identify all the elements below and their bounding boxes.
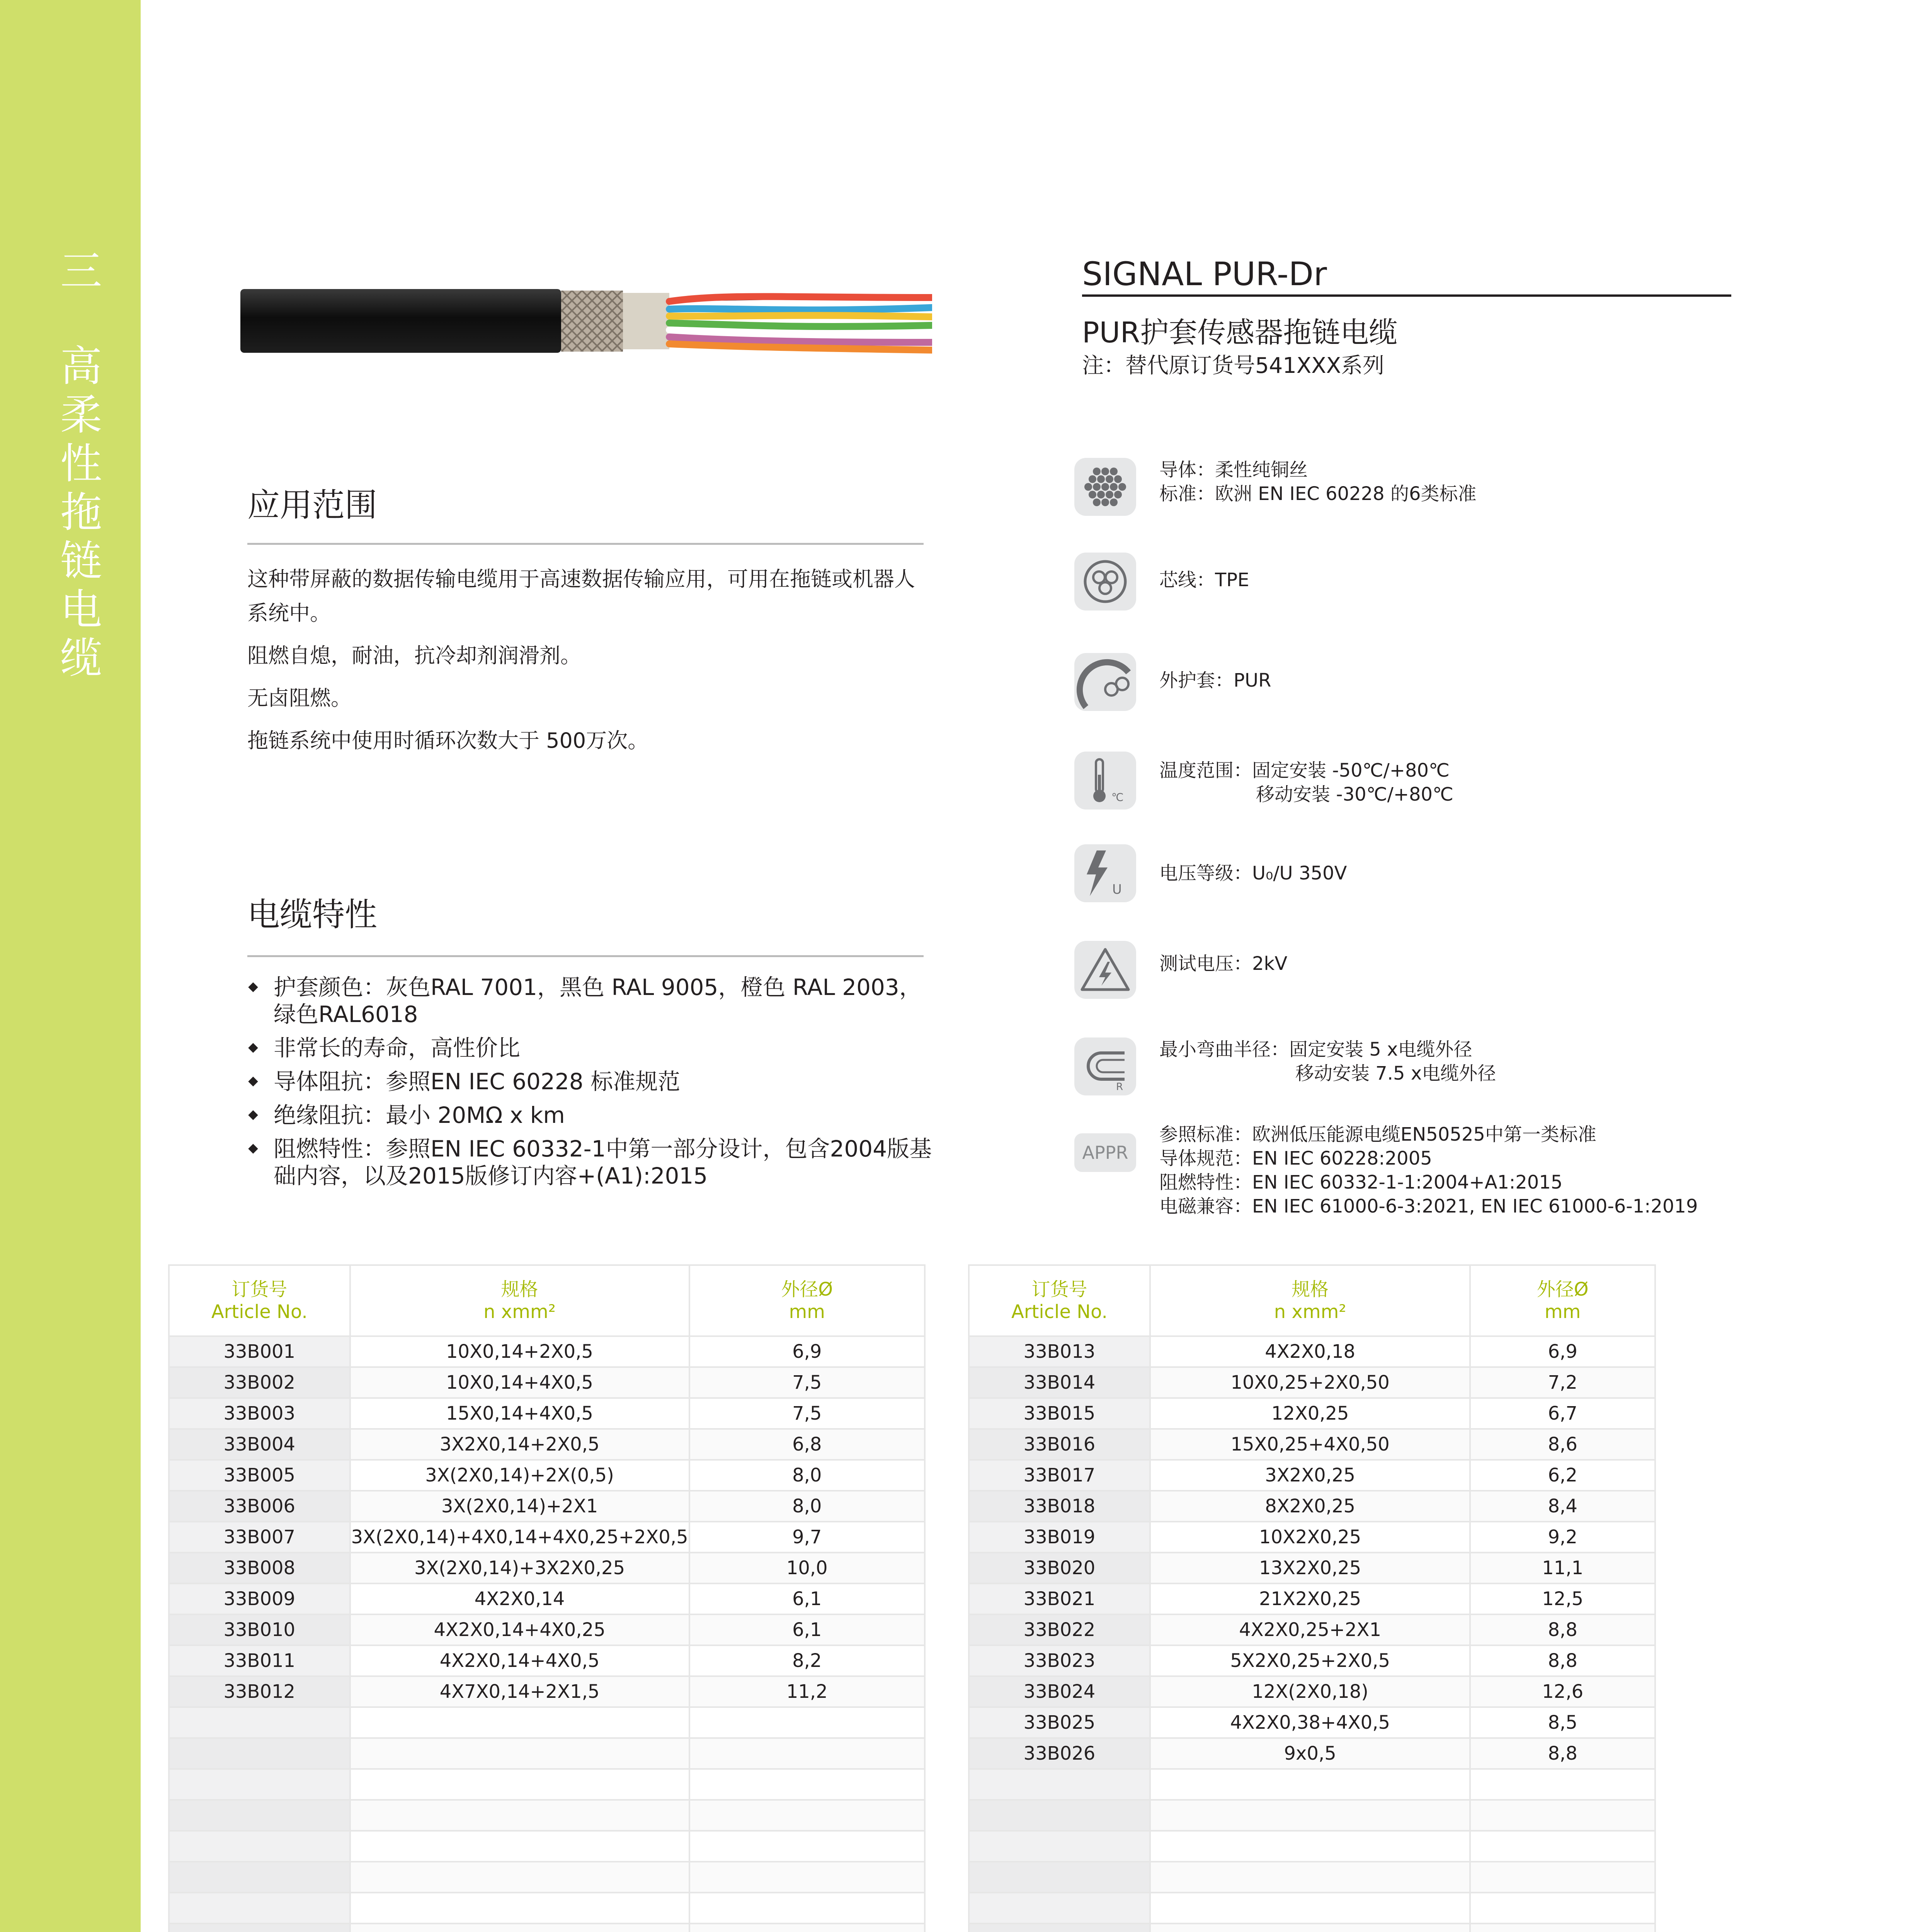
table-row — [969, 1893, 1655, 1923]
table-row — [969, 1553, 1655, 1583]
table-row — [169, 1336, 925, 1367]
spec-test-voltage — [1074, 941, 1886, 1018]
cell-article-no — [169, 1862, 350, 1893]
table-row — [169, 1707, 925, 1738]
cell-article-no: 33B009 — [169, 1583, 350, 1614]
spec-line: 外护套：PUR — [1159, 670, 1271, 691]
cell-article-no: 33B006 — [169, 1491, 350, 1522]
cell-article-no — [969, 1862, 1150, 1893]
table-row — [169, 1553, 925, 1583]
cell-diameter: 11,2 — [689, 1676, 925, 1707]
cell-article-no: 33B019 — [969, 1522, 1150, 1553]
table-row — [969, 1614, 1655, 1645]
svg-text:U: U — [1112, 882, 1122, 897]
table-row — [969, 1367, 1655, 1398]
spec-approvals-text — [1159, 1122, 1698, 1218]
spec-voltage — [1074, 844, 1886, 922]
cell-spec — [350, 1893, 689, 1923]
conductor-strands-icon — [1074, 458, 1136, 516]
spec-test-voltage-text — [1159, 952, 1287, 976]
article-table-right — [968, 1264, 1656, 1932]
table-row — [969, 1800, 1655, 1831]
table-row — [169, 1738, 925, 1769]
cell-diameter: 8,0 — [689, 1460, 925, 1491]
cell-diameter — [689, 1862, 925, 1893]
section-number: 三 — [60, 247, 102, 296]
spec-line: 测试电压：2kV — [1159, 953, 1288, 975]
cell-article-no: 33B010 — [169, 1614, 350, 1645]
cell-diameter — [689, 1738, 925, 1769]
cell-spec — [1150, 1831, 1470, 1862]
header-diameter: 外径Ø mm — [1470, 1265, 1655, 1336]
cell-spec: 4X2X0,25+2X1 — [1150, 1614, 1470, 1645]
cell-article-no: 33B021 — [969, 1583, 1150, 1614]
spec-conductor-text — [1159, 458, 1477, 506]
product-subtitle: PUR护套传感器拖链电缆 — [1082, 316, 1398, 349]
cell-diameter: 7,5 — [689, 1398, 925, 1429]
table-row — [169, 1614, 925, 1645]
cell-diameter: 8,8 — [1470, 1645, 1655, 1676]
table-row — [969, 1336, 1655, 1367]
cell-article-no: 33B025 — [969, 1707, 1150, 1738]
cell-spec — [350, 1800, 689, 1831]
table-row — [169, 1398, 925, 1429]
cell-article-no: 33B020 — [969, 1553, 1150, 1583]
section-title — [58, 247, 104, 683]
cell-spec — [350, 1769, 689, 1800]
section-char: 柔 — [60, 391, 102, 439]
cell-article-no — [169, 1738, 350, 1769]
cell-article-no: 33B014 — [969, 1367, 1150, 1398]
header-diameter: 外径Ø mm — [689, 1265, 925, 1336]
cell-article-no: 33B016 — [969, 1429, 1150, 1460]
cell-article-no: 33B001 — [169, 1336, 350, 1367]
cell-spec: 4X2X0,14+4X0,5 — [350, 1645, 689, 1676]
cell-article-no: 33B018 — [969, 1491, 1150, 1522]
header-spec: 规格 n xmm² — [350, 1265, 689, 1336]
spec-line: 标准：欧洲 EN IEC 60228 的6类标准 — [1159, 483, 1477, 505]
cell-article-no — [169, 1831, 350, 1862]
cell-article-no: 33B004 — [169, 1429, 350, 1460]
cell-diameter: 6,8 — [689, 1429, 925, 1460]
cell-article-no: 33B017 — [969, 1460, 1150, 1491]
cell-article-no: 33B012 — [169, 1676, 350, 1707]
section-char: 高 — [60, 342, 102, 391]
spec-temperature-text — [1159, 759, 1453, 806]
section-char: 缆 — [60, 634, 102, 683]
spec-core — [1074, 553, 1886, 630]
cell-diameter: 8,0 — [689, 1491, 925, 1522]
application-rule — [247, 543, 924, 545]
bending-radius-icon — [1074, 1037, 1136, 1095]
spec-line: 温度范围：固定安装 -50℃/+80℃ — [1159, 760, 1450, 781]
cell-diameter — [689, 1707, 925, 1738]
list-item: 绝缘阻抗：最小 20MΩ x km — [247, 1102, 935, 1129]
application-paragraph: 拖链系统中使用时循环次数大于 500万次。 — [247, 728, 649, 753]
cell-diameter: 8,8 — [1470, 1614, 1655, 1645]
table-row — [169, 1676, 925, 1707]
list-item: 导体阻抗：参照EN IEC 60228 标准规范 — [247, 1068, 935, 1095]
cell-diameter: 6,7 — [1470, 1398, 1655, 1429]
cell-diameter: 8,2 — [689, 1645, 925, 1676]
cell-diameter — [1470, 1769, 1655, 1800]
cell-spec — [350, 1862, 689, 1893]
cell-spec: 15X0,14+4X0,5 — [350, 1398, 689, 1429]
cell-diameter — [689, 1831, 925, 1862]
table-row — [169, 1460, 925, 1491]
cell-spec — [1150, 1800, 1470, 1831]
spec-voltage-text — [1159, 861, 1347, 885]
title-rule — [1082, 294, 1731, 297]
table-row — [969, 1522, 1655, 1553]
properties-heading: 电缆特性 — [247, 896, 378, 934]
cell-article-no — [169, 1707, 350, 1738]
table-row — [169, 1893, 925, 1923]
table-header-row — [969, 1265, 1655, 1336]
spec-jacket — [1074, 653, 1886, 730]
list-item: 阻燃特性：参照EN IEC 60332-1中第一部分设计，包含2004版基础内容，以及2015版修订内容+(A1):2015 — [247, 1135, 935, 1189]
cell-article-no: 33B003 — [169, 1398, 350, 1429]
cell-diameter: 9,2 — [1470, 1522, 1655, 1553]
table-row — [169, 1923, 925, 1932]
cell-diameter: 6,9 — [1470, 1336, 1655, 1367]
test-voltage-warning-icon — [1074, 941, 1136, 999]
cell-diameter: 9,7 — [689, 1522, 925, 1553]
cell-spec: 10X2X0,25 — [1150, 1522, 1470, 1553]
cell-spec: 3X2X0,25 — [1150, 1460, 1470, 1491]
spec-line: 移动安装 -30℃/+80℃ — [1256, 784, 1453, 805]
properties-list — [247, 974, 935, 1196]
spec-temperature — [1074, 752, 1886, 829]
table-row — [969, 1491, 1655, 1522]
cell-diameter: 11,1 — [1470, 1553, 1655, 1583]
cell-article-no: 33B023 — [969, 1645, 1150, 1676]
cell-article-no — [969, 1893, 1150, 1923]
table-row — [969, 1831, 1655, 1862]
application-paragraph: 无卤阻燃。 — [247, 686, 352, 710]
application-paragraph: 这种带屏蔽的数据传输电缆用于高速数据传输应用，可用在拖链或机器人系统中。 — [247, 567, 915, 625]
header-spec: 规格 n xmm² — [1150, 1265, 1470, 1336]
cell-article-no — [169, 1800, 350, 1831]
spec-jacket-text — [1159, 668, 1271, 692]
cell-spec: 8X2X0,25 — [1150, 1491, 1470, 1522]
cell-article-no — [969, 1769, 1150, 1800]
spec-line: 芯线：TPE — [1159, 569, 1249, 591]
spec-line: 导体规范：EN IEC 60228:2005 — [1159, 1148, 1432, 1169]
cell-diameter — [1470, 1923, 1655, 1932]
cell-spec: 4X2X0,14+4X0,25 — [350, 1614, 689, 1645]
table-row — [969, 1460, 1655, 1491]
cell-article-no: 33B008 — [169, 1553, 350, 1583]
cell-diameter: 12,6 — [1470, 1676, 1655, 1707]
cell-spec: 3X(2X0,14)+2X1 — [350, 1491, 689, 1522]
cell-spec — [1150, 1862, 1470, 1893]
cell-spec: 3X2X0,14+2X0,5 — [350, 1429, 689, 1460]
cell-article-no: 33B011 — [169, 1645, 350, 1676]
svg-text:℃: ℃ — [1111, 791, 1124, 804]
cell-article-no — [169, 1923, 350, 1932]
cell-spec: 10X0,25+2X0,50 — [1150, 1367, 1470, 1398]
cell-diameter — [689, 1769, 925, 1800]
application-text — [247, 562, 927, 766]
cell-spec: 4X2X0,18 — [1150, 1336, 1470, 1367]
thermometer-icon — [1074, 752, 1136, 810]
product-title: SIGNAL PUR-Dr — [1082, 255, 1327, 293]
table-row — [969, 1583, 1655, 1614]
cell-spec: 3X(2X0,14)+2X(0,5) — [350, 1460, 689, 1491]
cell-article-no: 33B024 — [969, 1676, 1150, 1707]
cell-article-no: 33B007 — [169, 1522, 350, 1553]
cell-spec — [350, 1707, 689, 1738]
table-row — [969, 1738, 1655, 1769]
table-row — [969, 1645, 1655, 1676]
table-row — [969, 1398, 1655, 1429]
table-row — [169, 1491, 925, 1522]
svg-text:R: R — [1116, 1081, 1123, 1093]
cell-spec: 10X0,14+2X0,5 — [350, 1336, 689, 1367]
cell-article-no — [969, 1831, 1150, 1862]
cell-article-no: 33B002 — [169, 1367, 350, 1398]
spec-line: 电磁兼容：EN IEC 61000-6-3:2021, EN IEC 61000-6-1:2019 — [1159, 1196, 1698, 1217]
table-row — [969, 1769, 1655, 1800]
cell-article-no: 33B005 — [169, 1460, 350, 1491]
header-article-no: 订货号 Article No. — [169, 1265, 350, 1336]
approvals-badge-icon: APPR — [1074, 1133, 1136, 1172]
header-article-no: 订货号 Article No. — [969, 1265, 1150, 1336]
section-char: 电 — [60, 586, 102, 634]
cell-diameter — [1470, 1862, 1655, 1893]
cell-spec: 13X2X0,25 — [1150, 1553, 1470, 1583]
table-row — [169, 1831, 925, 1862]
article-table-left — [168, 1264, 926, 1932]
sidebar — [0, 0, 141, 1932]
section-char: 拖 — [60, 488, 102, 537]
outer-jacket-icon — [1074, 653, 1136, 711]
properties-rule — [247, 955, 924, 957]
cell-diameter: 6,2 — [1470, 1460, 1655, 1491]
cell-article-no — [169, 1893, 350, 1923]
section-char: 链 — [60, 537, 102, 585]
cell-spec — [350, 1831, 689, 1862]
cell-diameter: 8,8 — [1470, 1738, 1655, 1769]
cell-spec: 4X7X0,14+2X1,5 — [350, 1676, 689, 1707]
cell-diameter: 7,5 — [689, 1367, 925, 1398]
cell-spec — [1150, 1923, 1470, 1932]
cell-diameter: 10,0 — [689, 1553, 925, 1583]
application-paragraph: 阻燃自熄，耐油，抗冷却剂润滑剂。 — [247, 643, 581, 668]
cell-spec — [1150, 1893, 1470, 1923]
cell-spec: 10X0,14+4X0,5 — [350, 1367, 689, 1398]
cell-spec: 12X(2X0,18) — [1150, 1676, 1470, 1707]
list-item: 护套颜色：灰色RAL 7001，黑色 RAL 9005，橙色 RAL 2003，绿色RAL6018 — [247, 974, 935, 1028]
cell-spec: 12X0,25 — [1150, 1398, 1470, 1429]
cell-spec: 21X2X0,25 — [1150, 1583, 1470, 1614]
spec-core-text — [1159, 568, 1249, 592]
table-row — [169, 1769, 925, 1800]
cell-diameter: 12,5 — [1470, 1583, 1655, 1614]
table-row — [969, 1676, 1655, 1707]
cell-spec: 5X2X0,25+2X0,5 — [1150, 1645, 1470, 1676]
spec-line: 导体：柔性纯铜丝 — [1159, 459, 1308, 481]
cell-article-no — [169, 1769, 350, 1800]
cell-diameter — [1470, 1893, 1655, 1923]
cell-spec: 4X2X0,38+4X0,5 — [1150, 1707, 1470, 1738]
core-insulation-icon — [1074, 553, 1136, 611]
table-row — [169, 1645, 925, 1676]
cell-spec: 15X0,25+4X0,50 — [1150, 1429, 1470, 1460]
table-row — [169, 1429, 925, 1460]
cell-diameter: 6,1 — [689, 1614, 925, 1645]
cell-spec: 3X(2X0,14)+4X0,14+4X0,25+2X0,5 — [350, 1522, 689, 1553]
list-item: 非常长的寿命，高性价比 — [247, 1034, 935, 1061]
table-row — [169, 1583, 925, 1614]
table-row — [969, 1862, 1655, 1893]
table-row — [969, 1429, 1655, 1460]
cell-spec: 4X2X0,14 — [350, 1583, 689, 1614]
table-header-row — [169, 1265, 925, 1336]
cell-diameter — [1470, 1831, 1655, 1862]
cell-diameter: 8,5 — [1470, 1707, 1655, 1738]
cell-article-no — [969, 1800, 1150, 1831]
cell-article-no: 33B026 — [969, 1738, 1150, 1769]
cell-article-no: 33B013 — [969, 1336, 1150, 1367]
section-char: 性 — [60, 440, 102, 488]
cell-spec — [1150, 1769, 1470, 1800]
spec-line: 电压等级：U₀/U 350V — [1159, 862, 1347, 884]
cell-diameter — [1470, 1800, 1655, 1831]
spec-conductor — [1074, 458, 1886, 535]
spec-line: 参照标准：欧洲低压能源电缆EN50525中第一类标准 — [1159, 1124, 1596, 1145]
cell-diameter: 6,1 — [689, 1583, 925, 1614]
table-row — [969, 1923, 1655, 1932]
spec-line: 最小弯曲半径：固定安装 5 x电缆外径 — [1159, 1039, 1472, 1060]
cell-diameter: 7,2 — [1470, 1367, 1655, 1398]
product-note: 注：替代原订货号541XXX系列 — [1082, 353, 1384, 378]
application-heading: 应用范围 — [247, 486, 378, 524]
table-row — [169, 1862, 925, 1893]
cell-diameter: 8,4 — [1470, 1491, 1655, 1522]
cell-diameter: 8,6 — [1470, 1429, 1655, 1460]
table-row — [169, 1522, 925, 1553]
table-row — [169, 1800, 925, 1831]
cell-spec: 3X(2X0,14)+3X2X0,25 — [350, 1553, 689, 1583]
cell-diameter — [689, 1923, 925, 1932]
spec-bending-radius — [1074, 1037, 1886, 1115]
cell-spec — [350, 1923, 689, 1932]
table-row — [969, 1707, 1655, 1738]
cell-spec — [350, 1738, 689, 1769]
cell-spec: 9x0,5 — [1150, 1738, 1470, 1769]
spec-bending-text — [1159, 1037, 1496, 1085]
spec-line: 阻燃特性：EN IEC 60332-1-1:2004+A1:2015 — [1159, 1172, 1563, 1193]
cell-diameter — [689, 1893, 925, 1923]
cell-article-no — [969, 1923, 1150, 1932]
cell-diameter: 6,9 — [689, 1336, 925, 1367]
voltage-bolt-icon — [1074, 844, 1136, 902]
cell-article-no: 33B015 — [969, 1398, 1150, 1429]
cell-article-no: 33B022 — [969, 1614, 1150, 1645]
spec-line: 移动安装 7.5 x电缆外径 — [1295, 1063, 1496, 1084]
cell-diameter — [689, 1800, 925, 1831]
cable-image — [240, 270, 932, 363]
table-row — [169, 1367, 925, 1398]
spec-approvals — [1074, 1122, 1886, 1223]
